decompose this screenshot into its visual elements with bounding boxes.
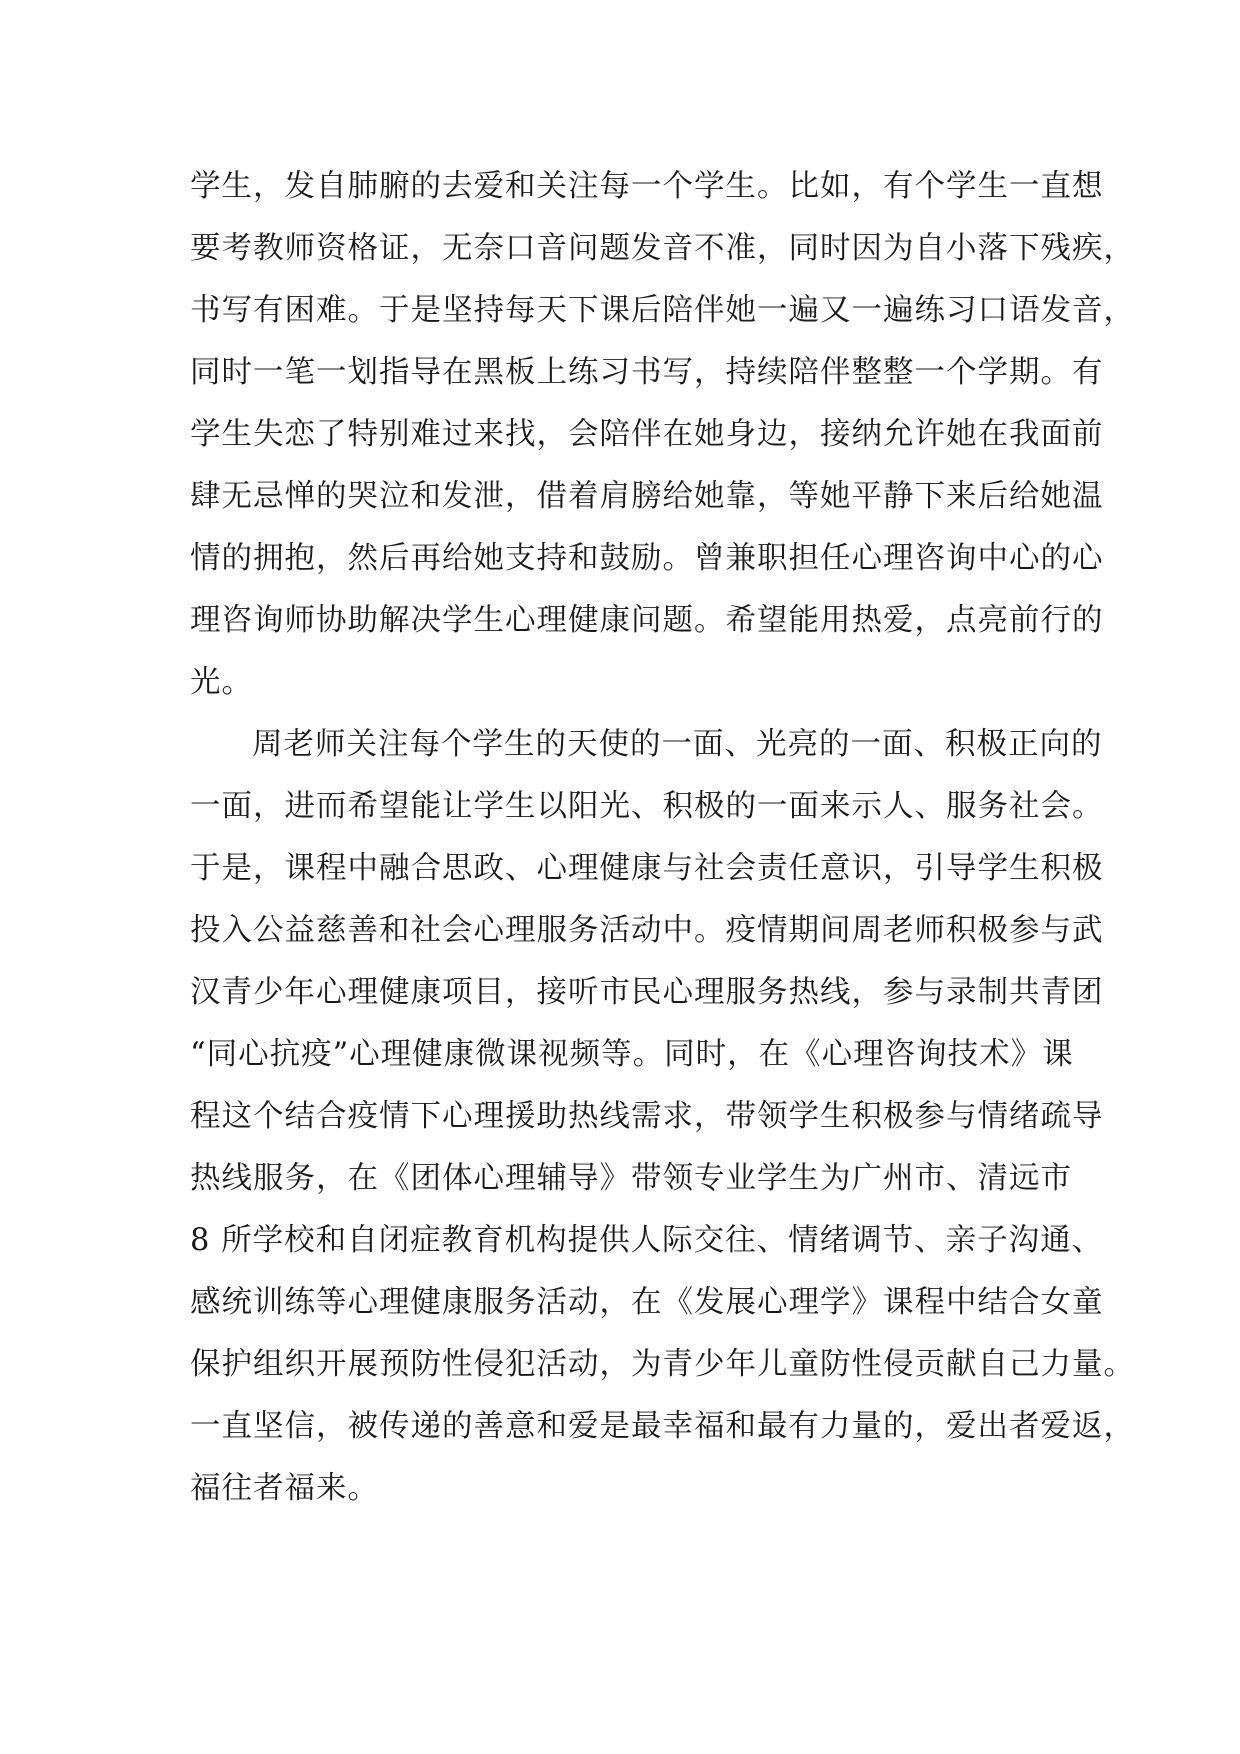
text-line: 于是，课程中融合思政、心理健康与社会责任意识，引导学生积极 <box>190 851 1104 886</box>
text-line: 保护组织开展预防性侵犯活动，为青少年儿童防性侵贡献自己力量。 <box>190 1347 1135 1382</box>
text-line: 投入公益慈善和社会心理服务活动中。疫情期间周老师积极参与武 <box>190 913 1104 948</box>
text-line: 一直坚信，被传递的善意和爱是最幸福和最有力量的，爱出者爱返， <box>190 1409 1135 1444</box>
text-line: 感统训练等心理健康服务活动，在《发展心理学》课程中结合女童 <box>190 1285 1104 1320</box>
text-line: 福往者福来。 <box>190 1471 379 1506</box>
text-line: 光。 <box>190 665 253 700</box>
text-line: 理咨询师协助解决学生心理健康问题。希望能用热爱，点亮前行的 <box>190 603 1104 638</box>
text-line: 肆无忌惮的哭泣和发泄，借着肩膀给她靠，等她平静下来后给她温 <box>190 479 1104 514</box>
text-line: 8 所学校和自闭症教育机构提供人际交往、情绪调节、亲子沟通、 <box>190 1223 1104 1258</box>
text-line: 程这个结合疫情下心理援助热线需求，带领学生积极参与情绪疏导 <box>190 1099 1104 1134</box>
body-text <box>190 156 1135 1520</box>
text-line: “同心抗疫”心理健康微课视频等。同时，在《心理咨询技术》课 <box>190 1037 1074 1072</box>
text-line: 同时一笔一划指导在黑板上练习书写，持续陪伴整整一个学期。有 <box>190 355 1104 390</box>
text-line: 书写有困难。于是坚持每天下课后陪伴她一遍又一遍练习口语发音， <box>190 293 1135 328</box>
paragraph-1 <box>190 156 1135 714</box>
text-line: 学生，发自肺腑的去爱和关注每一个学生。比如，有个学生一直想 <box>190 169 1104 204</box>
text-line: 情的拥抱，然后再给她支持和鼓励。曾兼职担任心理咨询中心的心 <box>190 541 1104 576</box>
paragraph-2 <box>190 714 1135 1520</box>
text-line: 一面，进而希望能让学生以阳光、积极的一面来示人、服务社会。 <box>190 789 1104 824</box>
text-line: 学生失恋了特别难过来找，会陪伴在她身边，接纳允许她在我面前 <box>190 417 1104 452</box>
text-line: 汉青少年心理健康项目，接听市民心理服务热线，参与录制共青团 <box>190 975 1104 1010</box>
text-line-indented: 周老师关注每个学生的天使的一面、光亮的一面、积极正向的 <box>252 727 1103 762</box>
text-line: 要考教师资格证，无奈口音问题发音不准，同时因为自小落下残疾， <box>190 231 1135 266</box>
text-line: 热线服务，在《团体心理辅导》带领专业学生为广州市、清远市 <box>190 1161 1072 1196</box>
